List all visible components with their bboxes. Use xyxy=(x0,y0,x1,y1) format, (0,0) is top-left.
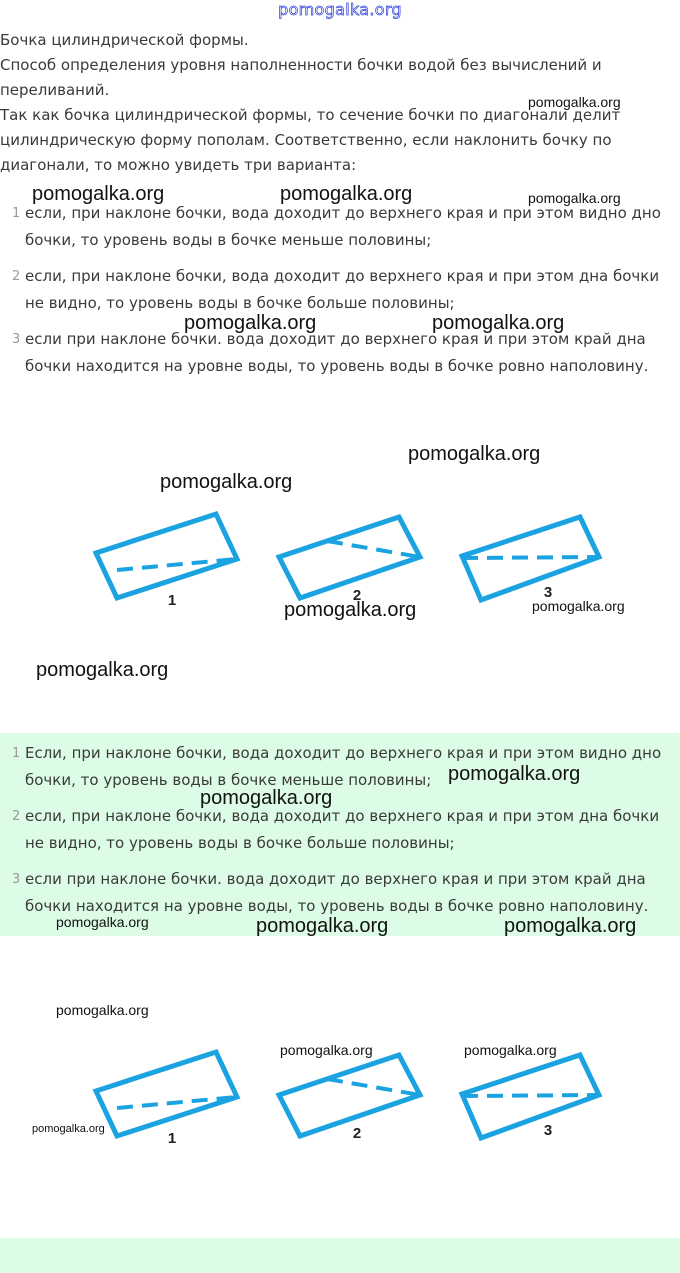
figure-label: 1 xyxy=(167,592,177,609)
list-number: 2 xyxy=(12,809,21,824)
barrel-outline xyxy=(96,1052,237,1136)
list-item xyxy=(0,803,680,857)
watermark: pomogalka.org xyxy=(408,443,541,465)
watermark: pomogalka.org xyxy=(184,312,317,334)
figure-label: 2 xyxy=(352,1125,362,1142)
water-line xyxy=(327,541,420,557)
variants-list-top xyxy=(0,200,680,389)
list-item xyxy=(0,200,680,254)
barrel-1 xyxy=(96,1052,237,1147)
barrel-3 xyxy=(462,517,599,601)
list-number: 3 xyxy=(12,332,21,347)
list-text: если, при наклоне бочки, вода доходит до верхнего края и при этом видно дно бочки, то уровень воды в бочке меньше половины; xyxy=(25,204,661,249)
watermark: pomogalka.org xyxy=(32,183,165,205)
watermark: pomogalka.org xyxy=(528,190,621,206)
watermark: pomogalka.org xyxy=(56,1002,149,1018)
barrel-2 xyxy=(279,1055,420,1142)
list-number: 2 xyxy=(12,269,21,284)
answer-block xyxy=(0,1238,680,1273)
watermark: pomogalka.org xyxy=(448,763,581,785)
water-line xyxy=(462,1095,599,1096)
watermark: pomogalka.org xyxy=(280,1042,373,1058)
list-text: если при наклоне бочки. вода доходит до верхнего края и при этом край дна бочки находится на уровне воды, то уровень воды в бочке ровно наполовину. xyxy=(25,870,649,915)
figure-label: 3 xyxy=(543,1122,553,1139)
barrel-3 xyxy=(462,1055,599,1139)
barrel-2 xyxy=(279,517,420,604)
watermark: pomogalka.org xyxy=(56,914,149,930)
barrel-1 xyxy=(96,514,237,609)
watermark: pomogalka.org xyxy=(160,471,293,493)
list-item xyxy=(0,263,680,317)
barrel-outline xyxy=(279,517,420,598)
watermark: pomogalka.org xyxy=(200,787,333,809)
barrel-outline xyxy=(462,517,599,600)
intro-title: Бочка цилиндрической формы. xyxy=(0,31,249,49)
watermark: pomogalka.org xyxy=(280,183,413,205)
intro-method: Способ определения уровня наполненности бочки водой без вычислений и переливаний. xyxy=(0,56,602,99)
watermark: pomogalka.org xyxy=(528,94,621,110)
watermark: pomogalka.org xyxy=(504,915,637,937)
water-line xyxy=(462,557,599,558)
list-item xyxy=(0,326,680,380)
barrel-outline xyxy=(279,1055,420,1136)
list-number: 3 xyxy=(12,872,21,887)
list-text: Если, при наклоне бочки, вода доходит до верхнего края и при этом видно дно бочки, то уровень воды в бочке меньше половины; xyxy=(25,744,662,789)
watermark: pomogalka.org xyxy=(464,1042,557,1058)
watermark: pomogalka.org xyxy=(432,312,565,334)
site-logo[interactable]: pomogalka.org xyxy=(278,0,402,19)
list-number: 1 xyxy=(12,746,21,761)
watermark: pomogalka.org xyxy=(256,915,389,937)
list-item xyxy=(0,866,680,920)
barrel-outline xyxy=(462,1055,599,1138)
list-text: если при наклоне бочки. вода доходит до верхнего края и при этом край дна бочки находится на уровне воды, то уровень воды в бочке ровно наполовину. xyxy=(25,330,649,375)
watermark: pomogalka.org xyxy=(32,1123,105,1135)
list-number: 1 xyxy=(12,206,21,221)
list-text: если, при наклоне бочки, вода доходит до верхнего края и при этом дна бочки не видно, то уровень воды в бочке больше половины; xyxy=(25,807,660,852)
figure-label: 3 xyxy=(543,584,553,601)
watermark: pomogalka.org xyxy=(284,599,417,621)
barrel-outline xyxy=(96,514,237,598)
watermark: pomogalka.org xyxy=(36,659,169,681)
intro-explanation: Так как бочка цилиндрической формы, то сечение бочки по диагонали делит цилиндрическую форму пополам. Соответственно, если наклонить бочку по диагонали, то можно увидеть три варианта: xyxy=(0,106,621,174)
watermark: pomogalka.org xyxy=(532,598,625,614)
figure-label: 2 xyxy=(352,587,362,604)
figure-label: 1 xyxy=(167,1130,177,1147)
list-text: если, при наклоне бочки, вода доходит до верхнего края и при этом дна бочки не видно, то уровень воды в бочке больше половины; xyxy=(25,267,660,312)
water-line xyxy=(327,1079,420,1095)
